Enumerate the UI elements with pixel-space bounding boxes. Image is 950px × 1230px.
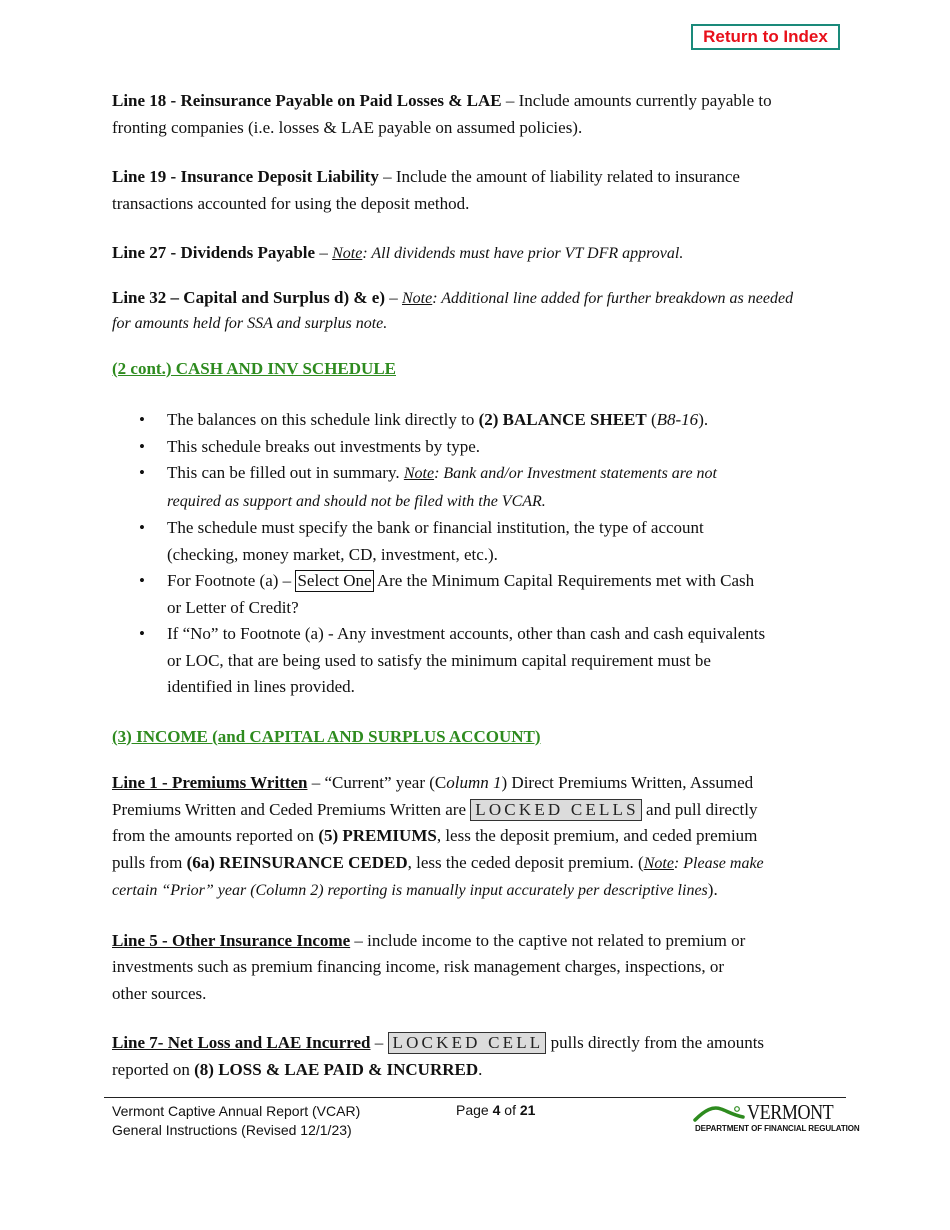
bullet-icon: •	[139, 410, 145, 429]
bullet-icon: •	[139, 518, 145, 537]
bullet-icon: •	[139, 624, 145, 643]
list-item: • This can be filled out in summary. Note: Bank and/or Investment statements are not required as support and should not be filed with the VCAR.	[112, 460, 842, 515]
list-item: • If “No” to Footnote (a) - Any investment accounts, other than cash and cash equivalents or LOC, that are being used to satisfy the minimum capital requirement must be identified in lines provided.	[112, 621, 842, 701]
line-18-title: Line 18 - Reinsurance Payable on Paid Losses & LAE	[112, 91, 502, 110]
note-label: Note	[402, 289, 433, 307]
line-1-paragraph: Line 1 - Premiums Written – “Current” year (Column 1) Direct Premiums Written, Assumed Premiums Written and Ceded Premiums Written are LOCKED CELLS and pull directly from the amounts reported on (5) PREMIUMS, less the deposit premium, and ceded premium pulls from (6a) REINSURANCE CEDED, less the ceded deposit premium. (Note: Please make certain “Prior” year (Column 2) reporting is manually input accurately per descriptive lines).	[112, 773, 764, 899]
cash-schedule-bullet-list	[112, 407, 842, 701]
line-5-paragraph: Line 5 - Other Insurance Income – include income to the captive not related to premium or investments such as premium financing income, risk management charges, inspections, or other sources.	[112, 930, 746, 1003]
section-title-income: (3) INCOME (and CAPITAL AND SURPLUS ACCOUNT)	[112, 726, 541, 746]
section-title-cash-inv: (2 cont.) CASH AND INV SCHEDULE	[112, 358, 396, 378]
list-item: • The schedule must specify the bank or financial institution, the type of account (checking, money market, CD, investment, etc.).	[112, 515, 842, 568]
line-19-title: Line 19 - Insurance Deposit Liability	[112, 167, 379, 186]
list-item: • This schedule breaks out investments by type.	[112, 434, 842, 461]
line-7-title: Line 7- Net Loss and LAE Incurred	[112, 1033, 371, 1052]
footer-divider	[104, 1097, 846, 1098]
mountain-logo-icon	[693, 1100, 753, 1124]
note-label: Note	[643, 854, 674, 872]
note-label: Note	[403, 465, 435, 482]
locked-cell-badge: LOCKED CELL	[388, 1032, 547, 1054]
footer-document-info: Vermont Captive Annual Report (VCAR) General Instructions (Revised 12/1/23)	[112, 1103, 361, 1138]
line-32-title: Line 32 – Capital and Surplus d) & e)	[112, 287, 385, 307]
line-7-paragraph: Line 7- Net Loss and LAE Incurred – LOCKED CELL pulls directly from the amounts reported on (8) LOSS & LAE PAID & INCURRED.	[112, 1033, 765, 1079]
footnote-a-select[interactable]: Select One	[297, 571, 372, 590]
list-item: • For Footnote (a) – Select One Are the Minimum Capital Requirements met with Cash or Letter of Credit?	[112, 568, 842, 621]
line-18-paragraph: Line 18 - Reinsurance Payable on Paid Losses & LAE – Include amounts currently payable to fronting companies (i.e. losses & LAE payable on assumed policies).	[112, 91, 772, 137]
line-27-paragraph: Line 27 - Dividends Payable – Note: All dividends must have prior VT DFR approval.	[112, 243, 684, 262]
bullet-icon: •	[139, 463, 145, 482]
page-content	[112, 88, 842, 1083]
line-19-paragraph: Line 19 - Insurance Deposit Liability – Include the amount of liability related to insurance transactions accounted for using the deposit method.	[112, 167, 740, 213]
bullet-icon: •	[139, 571, 145, 590]
return-to-index-button[interactable]: Return to Index	[691, 24, 840, 50]
locked-cells-badge: LOCKED CELLS	[470, 799, 642, 821]
line-32-paragraph: Line 32 – Capital and Surplus d) & e) – Note: Additional line added for further breakdown as needed for amounts held for SSA and surplus note.	[112, 287, 794, 332]
list-item: • The balances on this schedule link directly to (2) BALANCE SHEET (B8-16).	[112, 407, 842, 434]
vermont-dfr-logo: VERMONT DEPARTMENT OF FINANCIAL REGULATION	[695, 1100, 860, 1133]
line-5-title: Line 5 - Other Insurance Income	[112, 930, 351, 950]
line-27-title: Line 27 - Dividends Payable	[112, 243, 316, 262]
bullet-icon: •	[139, 436, 145, 456]
line-1-title: Line 1 - Premiums Written	[112, 773, 308, 792]
page-number: Page 4 of 21	[456, 1102, 536, 1118]
note-label: Note	[332, 245, 363, 262]
